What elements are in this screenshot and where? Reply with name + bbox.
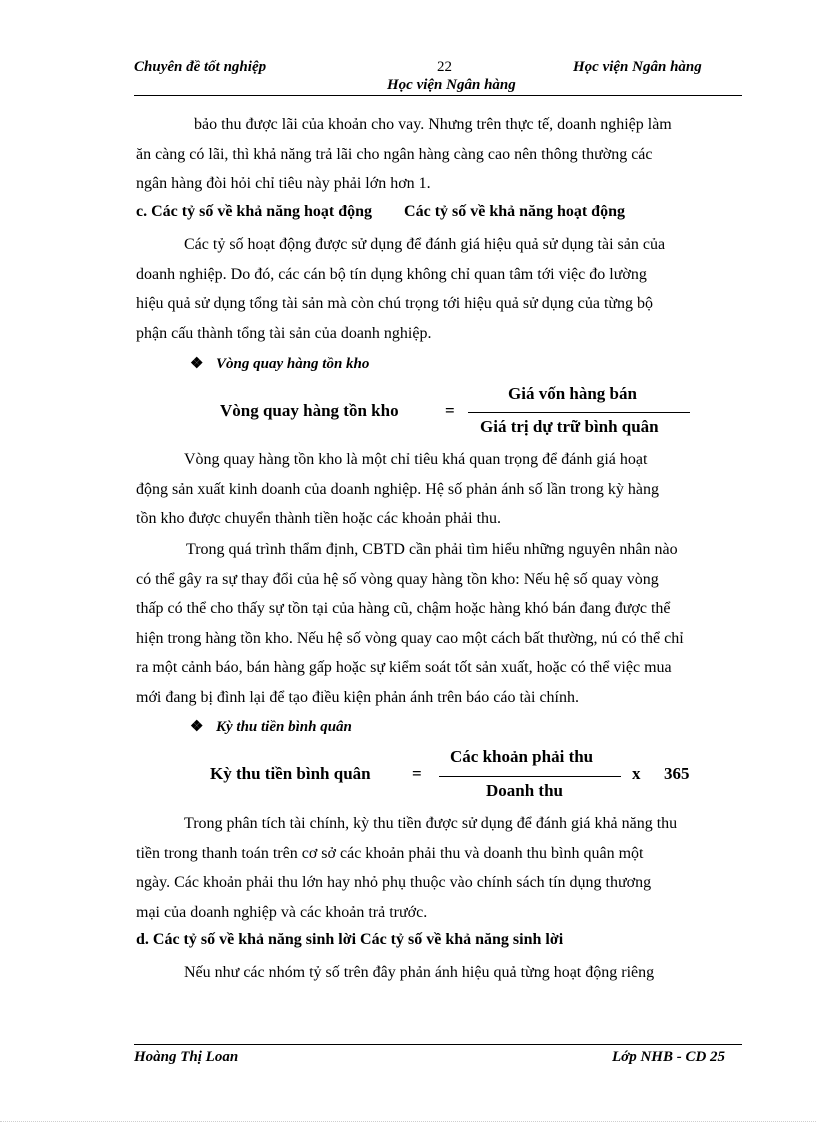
p5-line: mại của doanh nghiệp và các khoản trả trước. [136,903,428,921]
footer-right: Lớp NHB - CD 25 [612,1049,726,1065]
formula2-denominator: Doanh thu [486,781,564,800]
formula1-fraction-bar [468,412,690,413]
formula2-fraction-bar [439,776,621,777]
p4-line: Trong quá trình thẩm định, CBTD cần phải tìm hiểu những nguyên nhân nào [186,541,678,558]
header-left: Chuyên đề tốt nghiệp [134,59,267,75]
bullet-diamond-icon: ❖ [190,719,204,735]
p6-line: Nếu như các nhóm tỷ số trên đây phản ánh hiệu quả từng hoạt động riêng [184,964,655,981]
page-bottom-border [0,1121,816,1122]
p3-line: Vòng quay hàng tồn kho là một chỉ tiêu khá quan trọng để đánh giá hoạt [184,451,648,468]
formula1-lhs: Vòng quay hàng tồn kho [220,401,399,420]
formula2-lhs: Kỳ thu tiền bình quân [210,764,371,783]
p3-line: động sản xuất kinh doanh của doanh nghiệp. Hệ số phản ánh số lần trong kỳ hàng [136,480,660,498]
bullet-inventory-turnover [190,354,369,373]
bullet-diamond-icon: ❖ [190,356,204,372]
p4-line: mới đang bị đình lại để tạo điều kiện phản ánh trên báo cáo tài chính. [136,688,579,706]
bullet-collection-period [190,717,352,736]
formula2-equals: = [412,764,422,783]
p2-line: phận cấu thành tổng tài sản của doanh nghiệp. [136,324,432,342]
paragraph-2 [136,230,738,348]
p2-line: Các tỷ số hoạt động được sử dụng để đánh giá hiệu quả sử dụng tài sản của [184,236,666,253]
bullet-label: Kỳ thu tiền bình quân [216,719,352,735]
paragraph-3 [136,445,738,534]
footer-rule [134,1044,742,1045]
paragraph-4 [136,535,738,712]
p1-line: ngân hàng đòi hỏi chỉ tiêu này phải lớn hơn 1. [136,175,431,192]
header-subtitle: Học viện Ngân hàng [387,77,516,93]
bullet-label: Vòng quay hàng tồn kho [216,356,370,372]
section-heading-d: d. Các tỷ số về khả năng sinh lời Các tỷ số về khả năng sinh lời [136,931,564,948]
p4-line: ra một cảnh báo, bán hàng gấp hoặc sự kiểm soát tốt sản xuất, hoặc có thể việc mua [136,659,672,676]
p1-line: ăn càng có lãi, thì khả năng trả lãi cho ngân hàng càng cao nên thông thường các [136,145,653,163]
section-heading-c: c. Các tỷ số về khả năng hoạt động Các tỷ số về khả năng hoạt động [136,203,625,220]
formula2-multiplier: 365 [664,764,690,783]
p5-line: Trong phân tích tài chính, kỳ thu tiền được sử dụng để đánh giá khả năng thu [184,815,678,832]
formula1-numerator: Giá vốn hàng bán [508,384,637,403]
p1-line: bảo thu được lãi của khoản cho vay. Nhưng trên thực tế, doanh nghiệp làm [194,116,672,133]
paragraph-6 [136,958,738,988]
header-rule [134,95,742,96]
p5-line: tiền trong thanh toán trên cơ sở các khoản phải thu và doanh thu bình quân một [136,844,644,862]
p4-line: có thể gây ra sự thay đổi của hệ số vòng quay hàng tồn kho: Nếu hệ số quay vòng [136,570,659,588]
p4-line: hiện trong hàng tồn kho. Nếu hệ số vòng quay cao một cách bất thường, nú có thể chỉ [136,629,684,647]
paragraph-5 [136,809,738,927]
header-right: Học viện Ngân hàng [573,59,702,75]
page-number: 22 [437,59,452,75]
footer-left: Hoàng Thị Loan [134,1049,239,1065]
p4-line: thấp có thể cho thấy sự tồn tại của hàng cũ, chậm hoặc hàng khó bán đang được thể [136,600,671,617]
formula1-equals: = [445,401,455,420]
formula2-numerator: Các khoản phải thu [450,747,594,766]
p2-line: doanh nghiệp. Do đó, các cán bộ tín dụng không chỉ quan tâm tới việc đo lường [136,265,647,283]
formula1-denominator: Giá trị dự trữ bình quân [480,417,659,436]
p5-line: ngày. Các khoản phải thu lớn hay nhỏ phụ thuộc vào chính sách tín dụng thương [136,874,652,891]
p3-line: tồn kho được chuyển thành tiền hoặc các khoản phải thu. [136,510,502,527]
paragraph-1 [136,110,738,199]
formula2-times: x [632,764,641,783]
p2-line: hiệu quả sử dụng tổng tài sản mà còn chú trọng tới hiệu quả sử dụng của từng bộ [136,295,654,312]
